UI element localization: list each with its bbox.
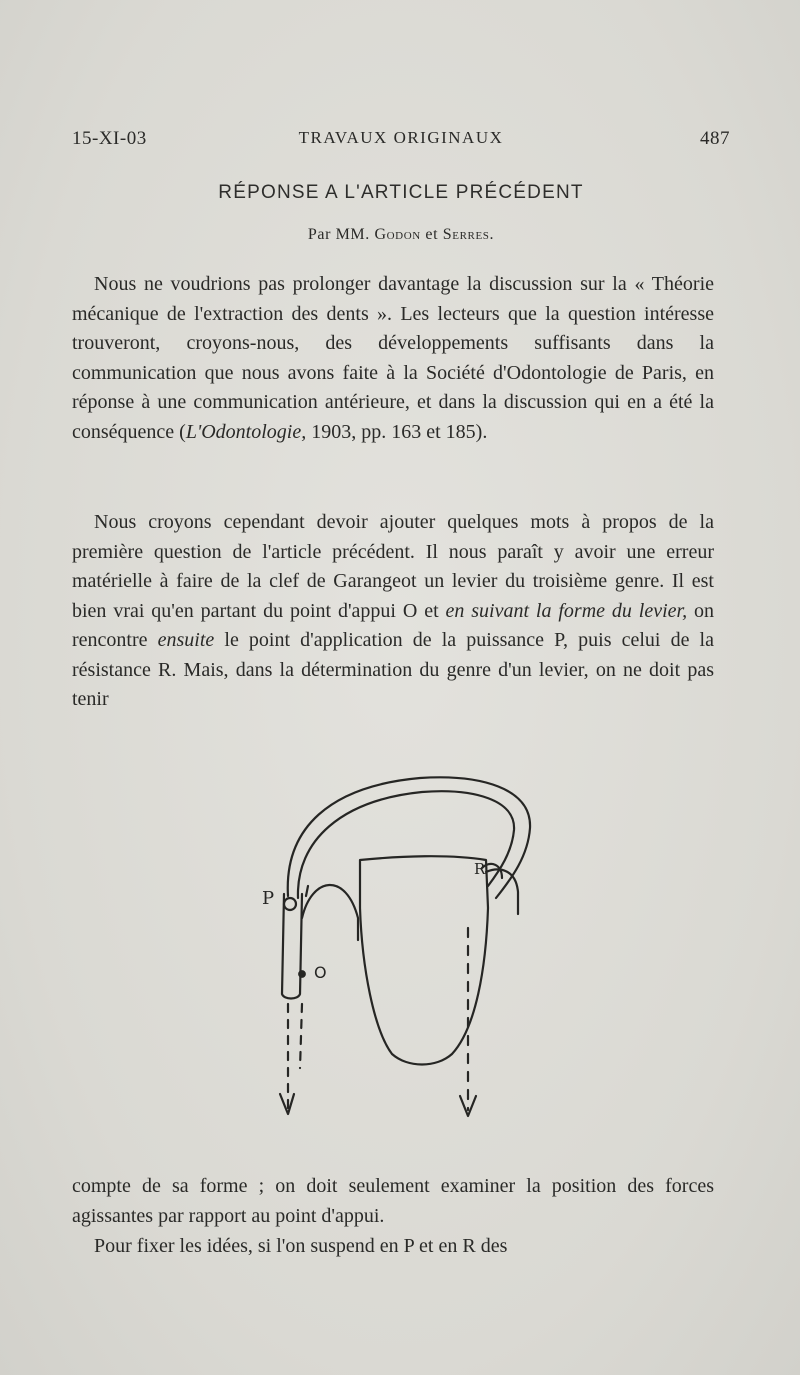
header-section: TRAVAUX ORIGINAUX bbox=[298, 128, 504, 147]
header-date: 15-XI-03 bbox=[72, 128, 147, 149]
fulcrum-point bbox=[299, 971, 305, 977]
paragraph-1-citation: 1903, pp. 163 et 185). bbox=[306, 420, 488, 443]
journal-name: L'Odontologie, bbox=[185, 420, 307, 443]
author-serres: Serres. bbox=[442, 226, 495, 243]
paragraph-2-text-b: on rencontre bbox=[72, 599, 715, 651]
paragraph-3-text: compte de sa forme ; on doit seulement examiner la position des forces agissantes par rapport au point d'appui. bbox=[72, 1175, 714, 1227]
label-o: O bbox=[314, 963, 327, 982]
article-title: RÉPONSE A L'ARTICLE PRÉCÉDENT bbox=[218, 182, 584, 203]
emphasis-ensuite: ensuite bbox=[157, 629, 215, 651]
tooth-outline bbox=[360, 856, 488, 1064]
key-pivot-ring bbox=[284, 898, 296, 910]
author-godon: Godon bbox=[374, 226, 421, 243]
label-p: P bbox=[262, 888, 275, 909]
emphasis-forme-levier: en suivant la forme du levier, bbox=[445, 599, 688, 622]
byline bbox=[72, 226, 730, 244]
paragraph-4 bbox=[72, 1232, 714, 1262]
page-number: 487 bbox=[700, 128, 730, 149]
byline-and: et bbox=[425, 226, 439, 243]
paragraph-1 bbox=[72, 270, 714, 447]
key-bow-inner bbox=[298, 791, 514, 898]
paragraph-2-text-a: Nous croyons cependant devoir ajouter quelques mots à propos de la première question de l'article précédent. Il nous paraît y avoir une erreur matérielle à faire de la clef de Garangeot un levier du troisième genre. Il est bien vrai qu'en partant du point d'appui O et bbox=[72, 511, 714, 622]
lever-figure bbox=[250, 768, 550, 1138]
force-arrow-o bbox=[300, 1004, 302, 1068]
shank-tick bbox=[306, 886, 308, 896]
paragraph-4-text: Pour fixer les idées, si l'on suspend en P et en R des bbox=[94, 1235, 508, 1257]
running-head bbox=[72, 128, 730, 158]
paragraph-3 bbox=[72, 1172, 714, 1231]
byline-prefix: Par MM. bbox=[307, 226, 370, 243]
gum-left bbox=[302, 885, 358, 940]
paragraph-1-text: Nous ne voudrions pas prolonger davantage la discussion sur la « Théorie mécanique de l'extraction des dents ». Les lecteurs que la question intéresse trouveront, croyons-nous, des développements suffisants dans la communication que nous avons faite à la Société d'Odontologie de Paris, en réponse à une communication antérieure, et dans la discussion qui en a été la conséquence ( bbox=[72, 273, 714, 443]
paragraph-2-text-c: le point d'application de la puissance P, puis celui de la résistance R. Mais, dans la détermination du genre d'un levier, on ne doit pas tenir bbox=[72, 629, 714, 710]
paragraph-2 bbox=[72, 508, 714, 715]
label-r: R bbox=[474, 860, 486, 878]
